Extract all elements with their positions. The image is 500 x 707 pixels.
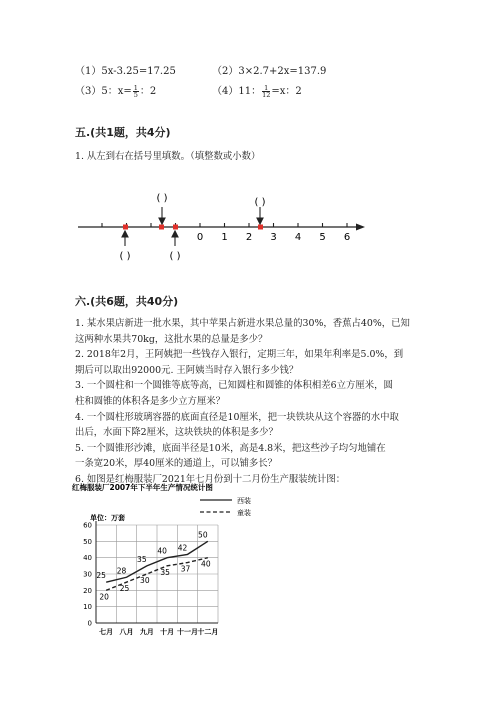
blank-top-2: ( )	[254, 197, 266, 208]
chart-unit-label: 单位：万套	[90, 514, 125, 522]
number-line-label: 0	[196, 232, 204, 243]
y-tick-label: 60	[83, 521, 92, 530]
down-arrow-icon	[257, 218, 263, 224]
number-line-label: 3	[270, 232, 277, 243]
marker-red	[258, 225, 263, 230]
data-label: 40	[201, 559, 211, 569]
y-tick-label: 40	[83, 554, 92, 563]
number-line-ticks	[102, 223, 347, 227]
question-line: 一条宽20米，厚40厘米的通道上，可以铺多长？	[75, 458, 277, 470]
equation-2: （2）3×2.7+2x=137.9	[212, 66, 327, 77]
x-tick-label: 十月	[160, 628, 175, 636]
data-label: 42	[177, 543, 188, 553]
arrowhead-icon	[356, 224, 365, 231]
x-tick-label: 八月	[119, 628, 134, 636]
x-tick-labels	[99, 627, 218, 636]
marker-red	[123, 225, 128, 230]
question-line: 期后可以取出92000元. 王阿姨当时存入银行多少钱？	[75, 364, 299, 376]
y-tick-label: 10	[83, 603, 92, 612]
data-label: 20	[99, 592, 109, 602]
y-tick-label: 50	[83, 537, 92, 546]
question-line: 柱和圆锥的体积各是多少立方厘米？	[75, 395, 226, 407]
y-tick-label: 20	[83, 586, 92, 595]
section-5-question-1: 1. 从左到右在括号里填数。（填整数或小数）	[75, 151, 261, 162]
data-label: 37	[180, 564, 191, 574]
number-line-label: 2	[245, 232, 253, 243]
data-label: 25	[96, 571, 106, 581]
legend-label-童装: 童装	[237, 509, 251, 517]
question-line: 2. 2018年2月，王阿姨把一些钱存入银行，定期三年，如果年利率是5.0%，到	[75, 349, 404, 361]
question-line: 3. 一个圆柱和一个圆锥等底等高，已知圆柱和圆锥的体积相差6立方厘米，圆	[75, 380, 393, 392]
number-line-label: 6	[343, 232, 351, 243]
question-line: 4. 一个圆柱形玻璃容器的底面直径是10厘米，把一块铁块从这个容器的水中取	[75, 411, 399, 423]
data-label: 35	[137, 554, 147, 564]
data-label: 40	[157, 546, 167, 556]
equation-1: （1）5x-3.25=17.25	[75, 66, 176, 77]
up-arrow-icon	[172, 231, 178, 237]
question-line: 6. 如图是红梅服装厂2021年七月份到十二月份生产服装统计图：	[75, 473, 346, 485]
chart-legend	[200, 496, 251, 517]
x-tick-label: 七月	[99, 628, 114, 636]
section-6-title: 六.(共6题，共40分)	[75, 295, 179, 308]
y-tick-label: 30	[83, 570, 92, 579]
blank-bottom-2: ( )	[169, 251, 181, 262]
y-tick-label: 0	[87, 619, 92, 628]
down-arrow-icon	[159, 218, 165, 224]
data-label: 30	[140, 576, 150, 585]
x-tick-label: 十一月	[177, 628, 198, 636]
fraction: $\frac{1}{12}$	[262, 83, 271, 99]
marker-red	[159, 225, 164, 230]
equation-4: （4）11： $\frac{1}{12}$ =x：2	[212, 83, 302, 99]
blank-top-1: ( )	[156, 193, 168, 204]
question-line: 5. 一个圆锥形沙滩，底面半径是10米，高是4.8米，把这些沙子均匀地铺在	[75, 442, 386, 454]
up-arrow-icon	[122, 231, 128, 237]
x-tick-label: 十二月	[197, 628, 219, 636]
data-label: 25	[119, 584, 130, 594]
question-line: 1. 某水果店新进一批水果，其中苹果占新进水果总量的30%，香蕉占40%，已知	[75, 318, 410, 329]
section-5-title: 五.(共1题，共4分)	[75, 126, 171, 139]
data-label: 28	[116, 566, 127, 576]
data-label: 35	[160, 567, 170, 577]
legend-label-西装: 西装	[237, 497, 251, 505]
section-6-questions	[75, 316, 410, 488]
fraction: $\frac{1}{5}$	[133, 83, 138, 99]
question-line: 这两种水果共70kg，这批水果的总量是多少？	[75, 333, 268, 345]
x-tick-label: 九月	[139, 628, 154, 636]
blank-bottom-1: ( )	[119, 251, 131, 262]
number-line-label: 4	[294, 232, 302, 243]
number-line-labels	[197, 232, 350, 243]
y-tick-labels	[83, 522, 92, 628]
line-chart	[70, 478, 270, 638]
number-line-label: 5	[319, 232, 326, 243]
data-labels	[96, 530, 210, 601]
number-line	[70, 185, 370, 265]
equation-3: （3）5：x= $\frac{1}{5}$ ：2	[75, 83, 157, 99]
marker-red	[173, 225, 178, 230]
data-label: 50	[198, 530, 208, 540]
number-line-label: 1	[221, 232, 228, 243]
chart-title: 红梅服装厂2007年下半年生产情况统计图	[72, 483, 213, 492]
question-line: 出后，水面下降2厘米，这块铁块的体积是多少？	[75, 427, 278, 439]
